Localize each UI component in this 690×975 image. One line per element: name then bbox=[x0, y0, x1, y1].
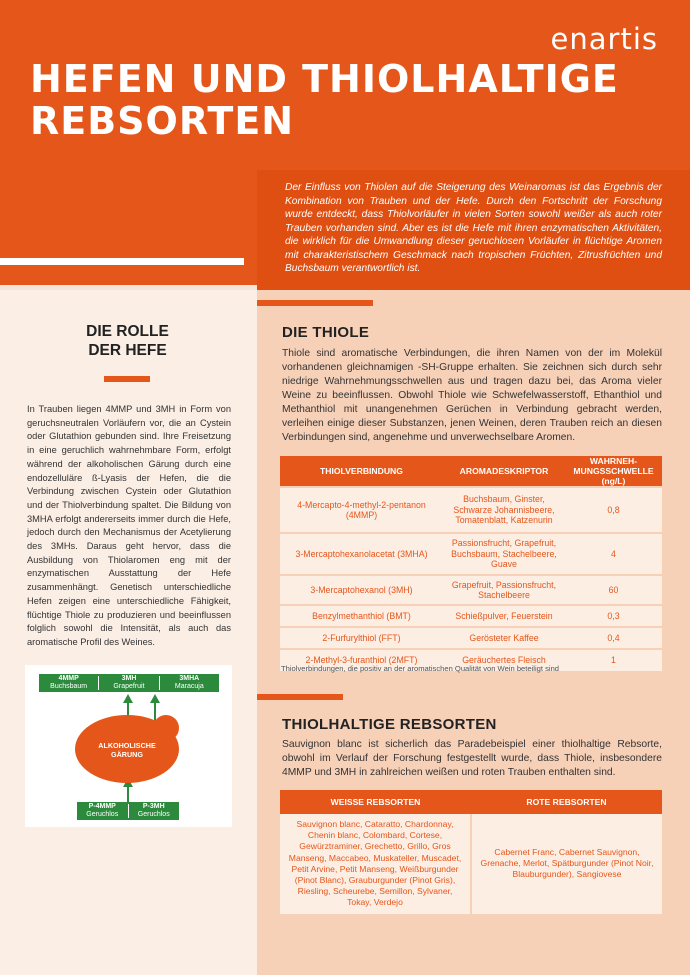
thiol-table-caption: Thiolverbindungen, die positiv an der aromatischen Qualität von Wein beteiligt sind bbox=[281, 664, 560, 673]
precursor-p4mmp-name: P-4MMP bbox=[88, 803, 116, 810]
rebsorten-divider bbox=[257, 694, 343, 700]
fermentation-line2: GÄRUNG bbox=[111, 750, 143, 759]
fermentation-line1: ALKOHOLISCHE bbox=[98, 741, 156, 750]
precursor-p3mh-sub: Geruchlos bbox=[137, 811, 170, 818]
hefe-title-line2: DER HEFE bbox=[88, 342, 167, 359]
precursor-p3mh bbox=[129, 803, 180, 819]
thiol-compound: 4-Mercapto-4-methyl-2-pentanon (4MMP) bbox=[280, 487, 443, 533]
product-3mha-sub: Maracuja bbox=[174, 683, 204, 690]
product-3mh-name: 3MH bbox=[121, 675, 137, 682]
enartis-logo: enartis bbox=[550, 22, 658, 56]
thiol-table-header bbox=[280, 456, 662, 487]
col-white-varieties: WEISSE REBSORTEN bbox=[280, 790, 471, 814]
product-4mmp-name: 4MMP bbox=[58, 675, 79, 682]
hefe-title-line1: DIE ROLLE bbox=[86, 323, 169, 340]
grape-varieties-table bbox=[280, 790, 662, 914]
thiol-threshold: 0,4 bbox=[565, 627, 662, 649]
arrowhead-right bbox=[150, 694, 160, 703]
thiol-compound: 3-Mercaptohexanolacetat (3MHA) bbox=[280, 533, 443, 575]
thiol-compound: 3-Mercaptohexanol (3MH) bbox=[280, 575, 443, 605]
col-thiolverbindung: THIOLVERBINDUNG bbox=[280, 456, 443, 487]
table-row bbox=[280, 627, 662, 649]
intro-box bbox=[257, 170, 690, 290]
thiol-compound: 2-Methyl-3-furanthiol (2MFT) bbox=[280, 649, 443, 671]
thiol-threshold: 0,3 bbox=[565, 605, 662, 627]
product-4mmp-sub: Buchsbaum bbox=[50, 683, 88, 690]
white-varieties-list: Sauvignon blanc, Cataratto, Chardonnay, Chenin blanc, Colombard, Cortese, Gewürztraminer, Grechetto, Grillo, Gros Manseng, Maccabeo, Muskateller, Muscadet, Petit Arvine, Petit Manseng, Weißburgunder (Pinot Blanc), Grauburgunder (Pinot Gris), Riesling, Scheurebe, Semillon, Sylvaner, Tokay, Verdejo bbox=[280, 814, 471, 914]
thiole-divider bbox=[257, 300, 373, 306]
table-row bbox=[280, 814, 662, 914]
rebsorten-paragraph: Sauvignon blanc ist sicherlich das Paradebeispiel einer thiolhaltige Rebsorte, obwohl im Verlauf der Forschung festgestellt wurde, dass Thiole, insbesondere 4MMP und 3MH in zahlreichen weißen und roten Trauben enthalten sind. bbox=[282, 739, 662, 778]
fermentation-diagram bbox=[25, 665, 232, 827]
product-3mh-sub: Grapefruit bbox=[113, 683, 145, 690]
thiol-aroma: Buchsbaum, Ginster, Schwarze Johannisbeere, Tomatenblatt, Katzenurin bbox=[443, 487, 565, 533]
thiole-section-title: DIE THIOLE bbox=[282, 324, 370, 341]
red-varieties-list: Cabernet Franc, Cabernet Sauvignon, Grenache, Merlot, Spätburgunder (Pinot Noir, Blauburgunder), Sangiovese bbox=[471, 814, 662, 914]
thiol-threshold: 60 bbox=[565, 575, 662, 605]
thiol-table bbox=[280, 456, 662, 671]
rebsorten-section-title: THIOLHALTIGE REBSORTEN bbox=[282, 716, 497, 733]
thiol-aroma: Grapefruit, Passionsfrucht, Stachelbeere bbox=[443, 575, 565, 605]
intro-text: Der Einfluss von Thiolen auf die Steigerung des Weinaromas ist das Ergebnis der Kombination von Trauben und der Hefe. Durch den Fortschritt der Forschung wurde entdeckt, dass Thiolvorläufer in vielen Sorten sowohl weißer als auch roter Trauben vorhanden sind. Aber es ist die Hefe mit ihren enzymatischen Aktivitäten, die wirklich für die Umwandlung dieser geruchlosen Vorläufer in flüchtige Aromen mit charakteristischem Geschmack nach tropischen Früchten, Zitrusfrüchten und Buchsbaum verantwortlich ist. bbox=[285, 182, 662, 274]
grape-table-header bbox=[280, 790, 662, 814]
col-aromadeskriptor: AROMADESKRIPTOR bbox=[443, 456, 565, 487]
thiol-threshold: 0,8 bbox=[565, 487, 662, 533]
arrowhead-left bbox=[123, 694, 133, 703]
precursors-bar bbox=[77, 802, 179, 820]
precursor-p3mh-name: P-3MH bbox=[142, 803, 165, 810]
fermentation-label bbox=[77, 741, 177, 759]
precursor-p4mmp bbox=[77, 803, 128, 819]
yeast-bud bbox=[153, 715, 179, 741]
title-divider bbox=[0, 258, 244, 265]
table-row bbox=[280, 487, 662, 533]
thiol-threshold: 4 bbox=[565, 533, 662, 575]
thiol-aroma: Gerösteter Kaffee bbox=[443, 627, 565, 649]
precursor-p4mmp-sub: Geruchlos bbox=[86, 811, 119, 818]
thiole-paragraph: Thiole sind aromatische Verbindungen, die ihren Namen von der im Molekül vorhandenen gleichnamigen -SH-Gruppe erhalten. Sie zeichnen sich durch sehr niedrige Wahrnehmungsschwellen aus und tragen dazu bei, das Aroma vieler Weine zu beeinflussen. Obwohl Thiole wie Schwefelwasserstoff, Ethanthiol und Methanthiol mit unangenehmen Gerüchen in Verbindung gebracht werden, verleihen einige dieser Substanzen, jenen Weinen, deren Trauben reich an diesen Verbindungen sind, angenehme und unverwechselbare Aromen. bbox=[282, 348, 662, 443]
col-red-varieties: ROTE REBSORTEN bbox=[471, 790, 662, 814]
table-row bbox=[280, 533, 662, 575]
table-row bbox=[280, 575, 662, 605]
table-row bbox=[280, 605, 662, 627]
thiol-compound: 2-Furfurylthiol (FFT) bbox=[280, 627, 443, 649]
thiol-compound: Benzylmethanthiol (BMT) bbox=[280, 605, 443, 627]
thiol-threshold: 1 bbox=[565, 649, 662, 671]
product-3mha-name: 3MHA bbox=[179, 675, 200, 682]
page-title: HEFEN UND THIOLHALTIGE REBSORTEN bbox=[30, 57, 619, 143]
thiol-aroma: Geräuchertes Fleisch bbox=[443, 649, 565, 671]
col-wahrnehmungsschwelle: WAHRNEH-MUNGSSCHWELLE (ng/L) bbox=[565, 456, 662, 487]
thiol-aroma: Schießpulver, Feuerstein bbox=[443, 605, 565, 627]
hefe-paragraph: In Trauben liegen 4MMP und 3MH in Form von geruchsneutralen Vorläufern vor, die an Cystein oder Glutathion gebunden sind. Ihre Freisetzung in eine geruchlich wahrnehmbare Form, erfolgt während der alkoholischen Gärung durch eine endozelluläre ß-Lyasis der Hefen, die die Verbindung zwischen Cystein oder Glutathion und der Thiolverbindung spaltet. Die Bildung von 3MHA erfolgt andererseits immer durch die Hefe, jedoch durch den Mechanismus der Acetylierung des 3MHs. Daraus geht hervor, dass die Ausbildung von Thiolaromen eng mit der enzymatischen Ausstattung der Hefe zusammenhängt. Genetisch unterschiedliche Hefen zeigen eine unterschiedliche Fähigkeit, flüchtige Thiole zu produzieren und beeinflussen folglich sowohl die Intensität, als auch das aromatische Profil des Weines. bbox=[27, 404, 231, 647]
thiol-aroma: Passionsfrucht, Grapefruit, Buchsbaum, Stachelbeere, Guave bbox=[443, 533, 565, 575]
hefe-divider bbox=[104, 376, 150, 382]
hefe-section-title bbox=[30, 322, 225, 360]
